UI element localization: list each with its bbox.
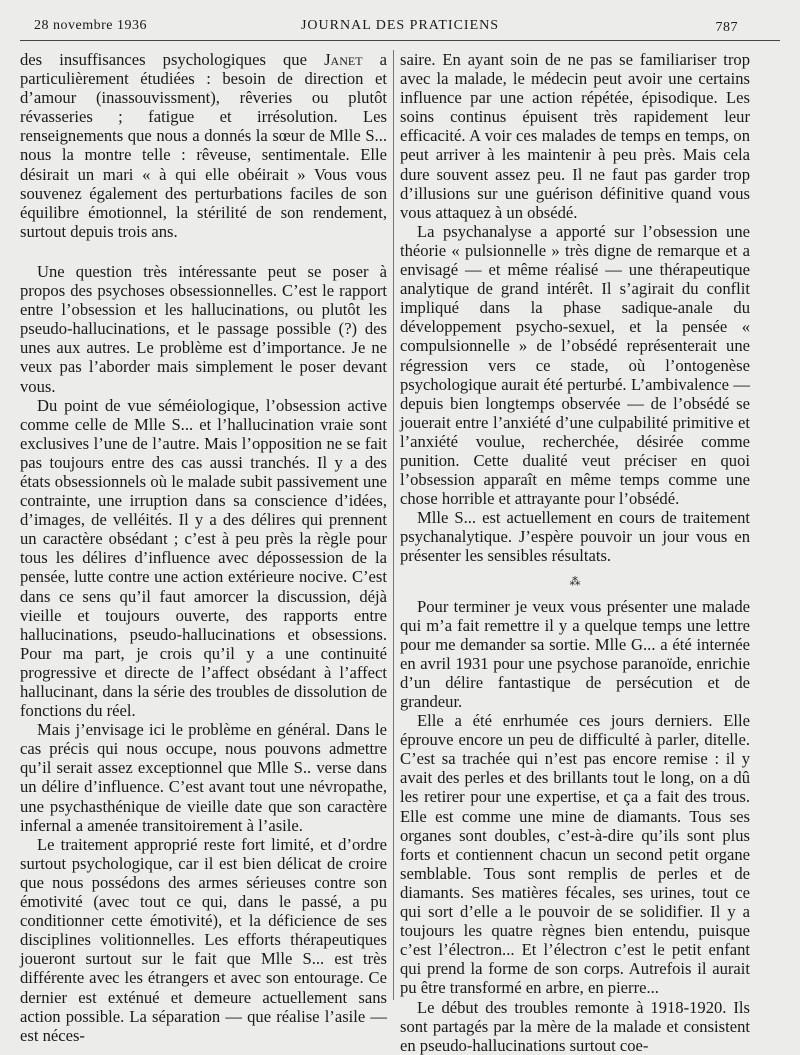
paragraph: Mais j’envisage ici le problème en général. Dans le cas précis qui nous occupe, nous pouvons admettre qu’il serait assez exceptionnel que Mlle S.. verse dans un délire d’influence. C’est avant tout une névropathe, une psychasthénique de vieille date que son caractère infernal a amenée transitoirement à l’asile. [20,720,387,835]
paragraph: Une question très intéressante peut se poser à propos des psychoses obsessionnelles. C’est le rapport entre l’obsession et les hallucinations, ou plutôt les pseudo-hallucinations, et le passage possible (?) des unes aux autres. Le problème est d’importance. Je ne veux pas l’aborder mais simplement le poser devant vous. [20,261,387,396]
header-rule [20,40,780,41]
column-divider [393,50,394,1000]
paragraph: La psychanalyse a apporté sur l’obsession une théorie « pulsionnelle » très digne de remarque et a envisagé — et même réalisé — une thérapeutique analytique de grand intérêt. Il s’agirait du conflit impliqué dans la phase sadique-anale du développement psycho-sexuel, et la pensée « compulsionnelle » de l’obsédé représenterait une régression vers ce stade, où l’ontogenèse psychologique aurait été perturbé. L’ambivalence — depuis bien longtemps observée — de l’obsédé se jouerait entre l’anxiété d’une culpabilité primitive et l’anxiété voulue, recherchée, désirée comme punition. Cette dualité veut préciser en quoi l’obsession apparaît en même temps comme une chose horrible et attrayante pour l’obsédé. [400,221,750,509]
header-page-number: 787 [715,20,738,35]
paragraph: Elle a été enrhumée ces jours derniers. Elle éprouve encore un peu de difficulté à parler, ditelle. C’est sa trachée qui n’est pas encore remise : il y avait des perles et des brillants tout le long, on a dû les retirer pour une expertise, et ça a fait des trous. Elle est comme une mine de diamants. Tous ses organes sont doubles, c’est-à-dire qu’ils sont plus forts et contiennent chacun un second petit organe semblable. Tous sont remplis de perles et de diamants. Ses matières fécales, ses urines, tout ce qui sort d’elle a le pouvoir de se solidifier. Il y a toujours les quatre règnes bien entendu, puisque c’est l’électron... Et l’électron c’est le petit enfant qui prend la forme de son corps. Autrefois il aurait pu être transformé en arbre, en pierre... [400,711,750,998]
section-separator: ⁂ [569,575,581,588]
left-column [20,50,387,1045]
paragraph [20,50,387,241]
text-run: a particulièrement étudiées : besoin de direction et d’amour (inassouvissment), rêveries ou plutôt révasseries ; fatigue et irrésolution. Les renseignements que nous a donnés la sœur de Mlle S... nous la montre telle : rêveuse, sentimentale. Elle désirait un mari « à qui elle obéirait » Vous vous souvenez également des perturbations faciles de son équilibre émotionnel, la stérilité de son rendement, surtout depuis trois ans. [20,50,388,241]
paragraph: Le traitement approprié reste fort limité, et d’ordre surtout psychologique, car il est bien délicat de croire que nous possédons des armes sérieuses contre son émotivité (avec tout ce qui, dans le passé, a pu conditionner cette émotivité), et la déficience de ses disciplines volitionnelles. Les efforts thérapeutiques joueront surtout sur le fait que Mlle S... est très différente avec les étrangers et avec son entourage. Ce dernier est exténué et demeure actuellement sans action possible. La séparation — que réalise l’asile — est néces- [20,834,387,1045]
paragraph: saire. En ayant soin de ne pas se familiariser trop avec la malade, le médecin peut avoir une certains influence par une action répétée, épisodique. Les soins continus épuisent très rapidement leur efficacité. A voir ces malades de temps en temps, on peut arriver à les maintenir à peu près. Mais cela dure souvent assez peu. Il ne faut pas garder trop d’illusions sur une guérison définitive quand vous vous attaquez à un obsédé. [400,50,750,222]
paragraph-gap [20,241,387,262]
author-name: Janet [324,50,363,69]
running-header [0,14,800,40]
paragraph: Le début des troubles remonte à 1918-1920. Ils sont partagés par la mère de la malade et consistent en pseudo-hallucinations surtout coe- [400,997,750,1055]
right-column [400,50,750,1055]
paragraph: Mlle S... est actuellement en cours de traitement psychanalytique. J’espère pouvoir un jour vous en présenter les sensibles résultats. [400,508,750,566]
paragraph: Du point de vue séméiologique, l’obsession active comme celle de Mlle S... et l’hallucination vraie sont exclusives l’une de l’autre. Mais l’opposition ne se fait pas toujours entre des cas aussi tranchés. Il y a des états obsessionnels où le malade subit passivement une contrainte, une irruption dans sa conscience d’idées, d’images, de velléités. Il y a des délires qui prennent un caractère obsédant ; c’est à peu près la règle pour tous les délires d’influence avec dépossession de la pensée, lutte contre une action extérieure nocive. C’est dans ce sens qu’il faut amorcer la discussion, déjà vieille et toujours ouverte, des rapports entre hallucinations, pseudo-hallucinations et obsessions. Pour ma part, je crois qu’il y a une continuité progressive et directe de l’affect obsédant à l’affect hallucinant, dans la série des troubles de dissolution de fonctions du réel. [20,395,387,721]
text-run: des insuffisances psychologiques que [20,50,325,69]
paragraph: Pour terminer je veux vous présenter une malade qui m’a fait remettre il y a quelque temps une lettre pour me demander sa sortie. Mlle G... a été internée en avril 1931 pour une psychose paranoïde, enrichie d’un délire fantastique de persécution et de grandeur. [400,596,750,711]
header-date: 28 novembre 1936 [34,18,147,33]
header-journal-title: JOURNAL DES PRATICIENS [300,18,500,33]
